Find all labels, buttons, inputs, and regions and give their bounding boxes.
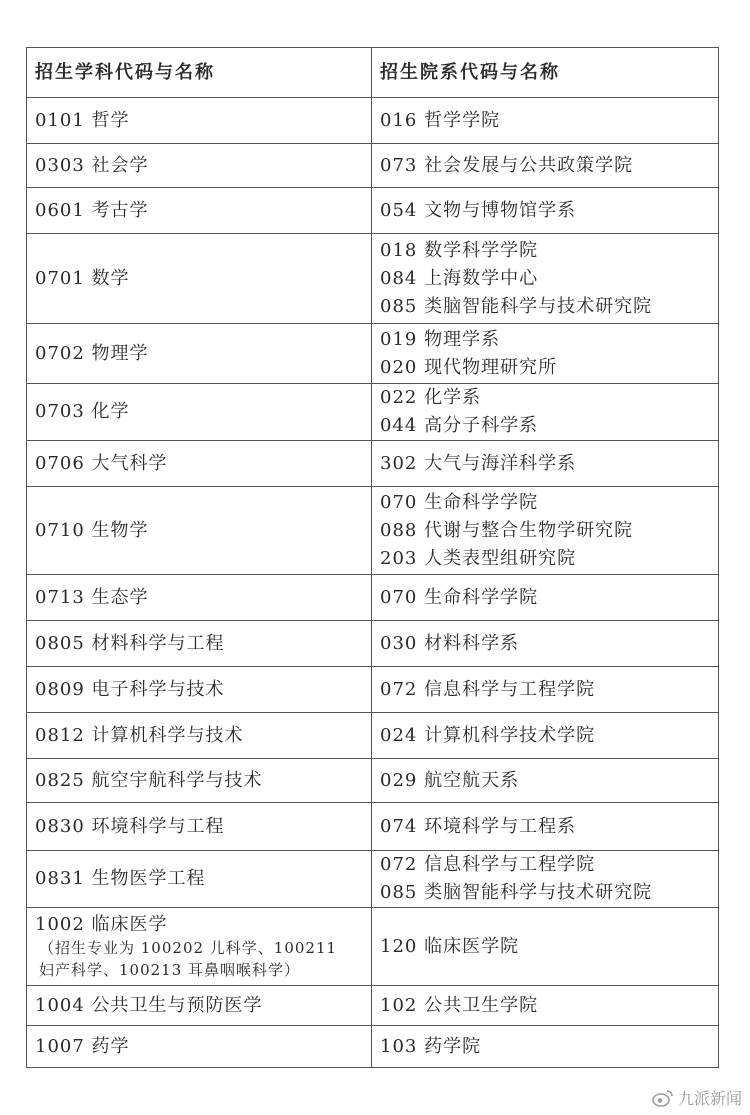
department-cell xyxy=(372,759,719,803)
department-name: 302 大气与海洋科学系 xyxy=(380,452,577,474)
table-row xyxy=(27,575,719,621)
department-name: 085 类脑智能科学与技术研究院 xyxy=(380,295,653,317)
department-cell xyxy=(372,908,719,986)
department-name: 084 上海数学中心 xyxy=(380,267,539,289)
department-cell xyxy=(372,384,719,441)
subject-cell xyxy=(27,1026,372,1068)
department-name: 029 航空航天系 xyxy=(380,769,520,791)
department-name: 018 数学科学学院 xyxy=(380,239,539,261)
table-row xyxy=(27,234,719,324)
table-row xyxy=(27,487,719,575)
table-row xyxy=(27,908,719,986)
subject-cell xyxy=(27,234,372,324)
subject-name: 0702 物理学 xyxy=(35,342,149,364)
table-row xyxy=(27,667,719,713)
subject-cell xyxy=(27,803,372,851)
department-name: 054 文物与博物馆学系 xyxy=(380,199,577,221)
department-cell xyxy=(372,144,719,188)
department-cell xyxy=(372,487,719,575)
subject-cell xyxy=(27,621,372,667)
table-row xyxy=(27,324,719,384)
subject-name: 0101 哲学 xyxy=(35,109,130,131)
subject-name: 0713 生态学 xyxy=(35,586,149,608)
subject-cell xyxy=(27,144,372,188)
department-cell xyxy=(372,986,719,1026)
department-name: 072 信息科学与工程学院 xyxy=(380,854,596,875)
subject-cell xyxy=(27,188,372,234)
watermark xyxy=(652,1086,742,1109)
department-name: 103 药学院 xyxy=(380,1035,482,1057)
subject-name: 0601 考古学 xyxy=(35,199,149,221)
table-row xyxy=(27,851,719,908)
subject-name: 1007 药学 xyxy=(35,1035,130,1057)
subject-name: 0710 生物学 xyxy=(35,519,149,541)
table-row xyxy=(27,188,719,234)
subject-cell xyxy=(27,986,372,1026)
department-cell xyxy=(372,713,719,759)
department-name: 020 现代物理研究所 xyxy=(380,356,558,378)
subject-cell xyxy=(27,441,372,487)
subject-name: 0830 环境科学与工程 xyxy=(35,815,225,837)
table-row xyxy=(27,144,719,188)
subject-cell xyxy=(27,851,372,908)
department-name: 203 人类表型组研究院 xyxy=(380,547,577,569)
department-name: 102 公共卫生学院 xyxy=(380,994,539,1016)
subject-cell xyxy=(27,713,372,759)
department-name: 022 化学系 xyxy=(380,387,482,408)
table-row xyxy=(27,1026,719,1068)
header-subject: 招生学科代码与名称 xyxy=(27,48,372,98)
subject-cell xyxy=(27,487,372,575)
subject-name: 0703 化学 xyxy=(35,401,130,422)
department-name: 073 社会发展与公共政策学院 xyxy=(380,154,634,176)
subject-name: 0303 社会学 xyxy=(35,154,149,176)
department-name: 072 信息科学与工程学院 xyxy=(380,678,596,700)
department-name: 019 物理学系 xyxy=(380,328,501,350)
department-cell xyxy=(372,621,719,667)
subject-name: 0825 航空宇航科学与技术 xyxy=(35,769,263,791)
subject-cell xyxy=(27,759,372,803)
department-name: 085 类脑智能科学与技术研究院 xyxy=(380,882,653,903)
weibo-logo-icon xyxy=(652,1089,674,1107)
table-row xyxy=(27,713,719,759)
department-name: 016 哲学学院 xyxy=(380,109,501,131)
department-cell xyxy=(372,98,719,144)
department-name: 088 代谢与整合生物学研究院 xyxy=(380,519,634,541)
subject-cell xyxy=(27,575,372,621)
watermark-text: 九派新闻 xyxy=(677,1089,742,1108)
subject-cell xyxy=(27,324,372,384)
table-row xyxy=(27,803,719,851)
department-cell xyxy=(372,324,719,384)
department-name: 070 生命科学学院 xyxy=(380,586,539,608)
department-cell xyxy=(372,1026,719,1068)
subject-note: 妇产科学、100213 耳鼻咽喉科学） xyxy=(39,960,301,979)
admissions-table xyxy=(26,47,719,1068)
department-name: 024 计算机科学技术学院 xyxy=(380,724,596,746)
department-cell xyxy=(372,851,719,908)
table-body xyxy=(27,98,719,1068)
subject-name: 1002 临床医学 xyxy=(35,913,168,935)
subject-cell xyxy=(27,908,372,986)
department-cell xyxy=(372,575,719,621)
department-cell xyxy=(372,803,719,851)
table-row xyxy=(27,621,719,667)
department-name: 120 临床医学院 xyxy=(380,935,520,957)
subject-cell xyxy=(27,384,372,441)
department-cell xyxy=(372,667,719,713)
subject-cell xyxy=(27,98,372,144)
subject-name: 0701 数学 xyxy=(35,267,130,289)
subject-name: 0812 计算机科学与技术 xyxy=(35,724,244,746)
subject-name: 0831 生物医学工程 xyxy=(35,868,206,889)
table-row xyxy=(27,759,719,803)
subject-name: 0706 大气科学 xyxy=(35,452,168,474)
department-name: 030 材料科学系 xyxy=(380,632,520,654)
department-cell xyxy=(372,234,719,324)
department-name: 074 环境科学与工程系 xyxy=(380,815,577,837)
department-name: 070 生命科学学院 xyxy=(380,491,539,513)
subject-name: 0805 材料科学与工程 xyxy=(35,632,225,654)
table-header-row xyxy=(27,48,719,98)
subject-name: 0809 电子科学与技术 xyxy=(35,678,225,700)
department-name: 044 高分子科学系 xyxy=(380,415,539,436)
table-row xyxy=(27,98,719,144)
subject-name: 1004 公共卫生与预防医学 xyxy=(35,994,263,1016)
subject-cell xyxy=(27,667,372,713)
table-row xyxy=(27,986,719,1026)
department-cell xyxy=(372,441,719,487)
header-department: 招生院系代码与名称 xyxy=(372,48,719,98)
department-cell xyxy=(372,188,719,234)
table-row xyxy=(27,441,719,487)
subject-note: （招生专业为 100202 儿科学、100211 xyxy=(39,938,338,957)
table-row xyxy=(27,384,719,441)
